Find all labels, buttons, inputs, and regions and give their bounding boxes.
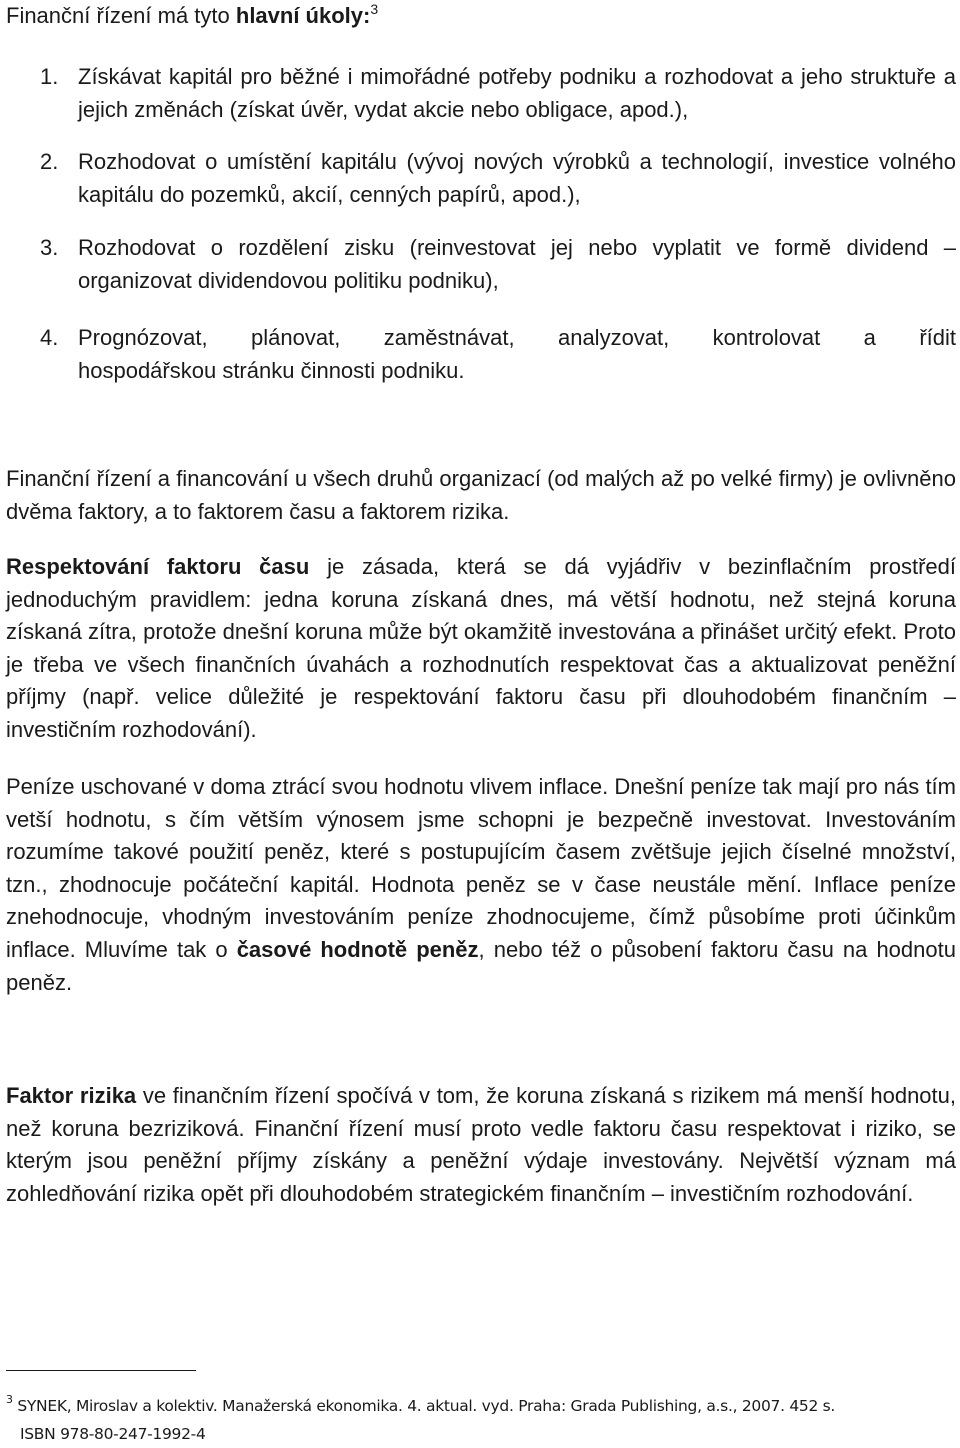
money-value-paragraph (6, 771, 956, 999)
time-value-of-money-term: časové hodnotě peněz (236, 936, 479, 962)
footnote-number: 3 (6, 1393, 13, 1406)
task-item-4 (40, 321, 956, 387)
time-factor-paragraph (6, 551, 956, 747)
risk-factor-paragraph (6, 1080, 956, 1210)
task-text: Rozhodovat o umístění kapitálu (vývoj nových výrobků a technologií, investice volného kapitálu do pozemků, akcií, cenných papírů, apod.), (78, 149, 956, 207)
money-value-text-end: , nebo též o působení faktoru času na hodnotu peněz. (6, 936, 956, 995)
task-item-3 (40, 231, 956, 297)
task-number: 4. (40, 325, 59, 350)
time-factor-term: Respektování faktoru času (6, 554, 310, 579)
task-text: Rozhodovat o rozdělení zisku (reinvestovat jej nebo vyplatit ve formě dividend – organizovat dividendovou politiku podniku), (78, 235, 956, 293)
risk-factor-term: Faktor rizika (6, 1083, 137, 1108)
heading-prefix: Finanční řízení má tyto (6, 3, 236, 28)
risk-factor-text: ve finančním řízení spočívá v tom, že koruna získaná s rizikem má menší hodnotu, než koruna bezriziková. Finanční řízení musí proto vedle faktoru času respektovat i riziko, se kterým jsou peněžní příjmy získány a peněžní výdaje investovány. Největší význam má zohledňování rizika opět při dlouhodobém strategickém finančním – investičním rozhodování. (6, 1083, 956, 1206)
footnote-separator (6, 1370, 196, 1371)
time-factor-text: je zásada, která se dá vyjádřiv v bezinflačním prostředí jednoduchým pravidlem: jedna koruna získaná dnes, má větší hodnotu, než stejná koruna získaná zítra, protože dnešní koruna může být okamžitě investována a přinášet určitý efekt. Proto je třeba ve všech finančních úvahách a rozhodnutích respektovat čas a aktualizovat peněžní příjmy (např. velice důležité je respektování faktoru času při dlouhodobém finančním – investičním rozhodování). (6, 554, 957, 742)
footnote-citation: SYNEK, Miroslav a kolektiv. Manažerská ekonomika. 4. aktual. vyd. Praha: Grada Publishing, a.s., 2007. 452 s. (12, 1397, 836, 1415)
task-number: 1. (40, 64, 59, 89)
task-text-line-1: Prognózovat, plánovat, zaměstnávat, analyzovat, kontrolovat a řídit (78, 325, 956, 350)
heading-bold: hlavní úkoly: (235, 3, 371, 28)
task-number: 3. (40, 235, 59, 260)
tasks-heading (6, 2, 946, 30)
task-text: Získávat kapitál pro běžné i mimořádné potřeby podniku a rozhodovat a jeho struktuře a jejich změnách (získat úvěr, vydat akcie nebo obligace, apod.), (78, 64, 956, 122)
task-item-1 (40, 60, 956, 126)
footnote (6, 1392, 956, 1448)
footnote-isbn: ISBN 978-80-247-1992-4 (20, 1425, 206, 1443)
intro-paragraph: Finanční řízení a financování u všech druhů organizací (od malých až po velké firmy) je ovlivněno dvěma faktory, a to faktorem času a faktorem rizika. (6, 466, 956, 524)
task-number: 2. (40, 149, 59, 174)
footnote-reference: 3 (370, 1, 379, 17)
task-item-2 (40, 145, 956, 211)
task-text-line-2: hospodářskou stránku činnosti podniku. (78, 358, 465, 383)
money-value-text-start: Peníze uschované v doma ztrácí svou hodnotu vlivem inflace. Dnešní peníze tak mají pro nás tím vetší hodnotu, s čím větším výnosem jsme schopni je bezpečně investovat. Investováním rozumíme takové použití peněz, které s postupujícím časem zvětšuje jejich číselné množství, tzn., zhodnocuje počáteční kapitál. Hodnota peněz se v čase neustále mění. Inflace peníze znehodnocuje, vhodným investováním peníze zhodnocujeme, čímž působíme proti účinkům inflace. Mluvíme tak o (6, 774, 956, 962)
